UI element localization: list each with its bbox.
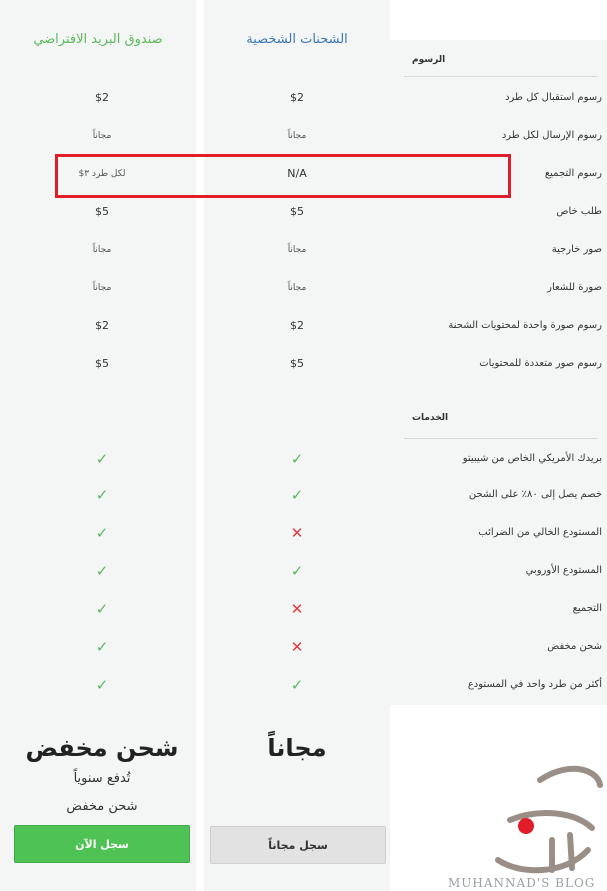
fee-virtual-value: مجاناً (92, 245, 112, 255)
check-icon: ✓ (290, 562, 304, 580)
check-icon: ✓ (95, 562, 109, 580)
fee-virtual-value: مجاناً (92, 131, 112, 141)
fee-personal-value: N/A (287, 167, 307, 180)
check-icon: ✓ (95, 638, 109, 656)
service-label: شحن مخفض (547, 641, 602, 652)
check-icon: ✓ (95, 524, 109, 542)
service-label: التجميع (572, 603, 602, 614)
fee-label: رسوم صور متعددة للمحتويات (479, 358, 602, 369)
blog-name-watermark: MUHANNAD'S BLOG (448, 876, 596, 890)
virtual-mailbox-title: صندوق البريد الافتراضي (33, 32, 163, 47)
blog-logo-watermark (480, 750, 607, 891)
cross-icon: ✕ (290, 638, 304, 656)
check-icon: ✓ (290, 486, 304, 504)
fee-label: صورة للشعار (547, 282, 602, 293)
fee-virtual-value: مجاناً (92, 283, 112, 293)
service-label: المستودع الأوروبي (525, 565, 602, 576)
fee-personal-value: مجاناً (287, 131, 307, 141)
fee-label: رسوم استقبال كل طرد (505, 92, 602, 103)
check-icon: ✓ (95, 600, 109, 618)
cross-icon: ✕ (290, 600, 304, 618)
fee-virtual-value: $2 (95, 319, 109, 332)
fee-virtual-value: $2 (95, 91, 109, 104)
services-divider (404, 438, 598, 439)
fee-personal-value: $2 (290, 319, 304, 332)
virtual-subtitle: شحن مخفض (66, 799, 138, 814)
fee-personal-value: مجاناً (287, 245, 307, 255)
check-icon: ✓ (95, 486, 109, 504)
fee-personal-value: $5 (290, 205, 304, 218)
service-label: خصم يصل إلى ٨٠٪ على الشحن (468, 489, 602, 500)
check-icon: ✓ (290, 450, 304, 468)
virtual-price: شحن مخفض (25, 734, 179, 762)
check-icon: ✓ (290, 676, 304, 694)
fees-heading: الرسوم (412, 55, 446, 65)
fee-label: رسوم صورة واحدة لمحتويات الشحنة (448, 320, 602, 331)
fee-virtual-value: $5 (95, 205, 109, 218)
fee-label: طلب خاص (556, 206, 602, 217)
virtual-billing-note: تُدفع سنوياً (73, 771, 131, 786)
check-icon: ✓ (95, 450, 109, 468)
services-heading: الخدمات (412, 413, 449, 423)
service-label: بريدك الأمريكي الخاص من شيبيتو (462, 453, 602, 464)
fee-personal-value: مجاناً (287, 283, 307, 293)
fee-personal-value: $2 (290, 91, 304, 104)
cross-icon: ✕ (290, 524, 304, 542)
watermark-dot (518, 818, 534, 834)
register-now-button[interactable]: سجل الآن (14, 825, 190, 863)
fee-label: رسوم التجميع (544, 168, 602, 179)
personal-price: مجاناً (267, 734, 327, 762)
personal-shipments-title: الشحنات الشخصية (246, 32, 348, 47)
fee-virtual-value: $۳ لكل طرد (78, 169, 126, 179)
fee-label: صور خارجية (551, 244, 602, 255)
register-free-button[interactable]: سجل مجاناً (210, 826, 386, 864)
fee-label: رسوم الإرسال لكل طرد (501, 130, 602, 141)
fees-divider (404, 76, 598, 77)
fee-virtual-value: $5 (95, 357, 109, 370)
check-icon: ✓ (95, 676, 109, 694)
service-label: المستودع الخالي من الضرائب (478, 527, 602, 538)
service-label: أكثر من طرد واحد في المستودع (467, 679, 602, 690)
fee-personal-value: $5 (290, 357, 304, 370)
highlight-box (55, 154, 511, 198)
